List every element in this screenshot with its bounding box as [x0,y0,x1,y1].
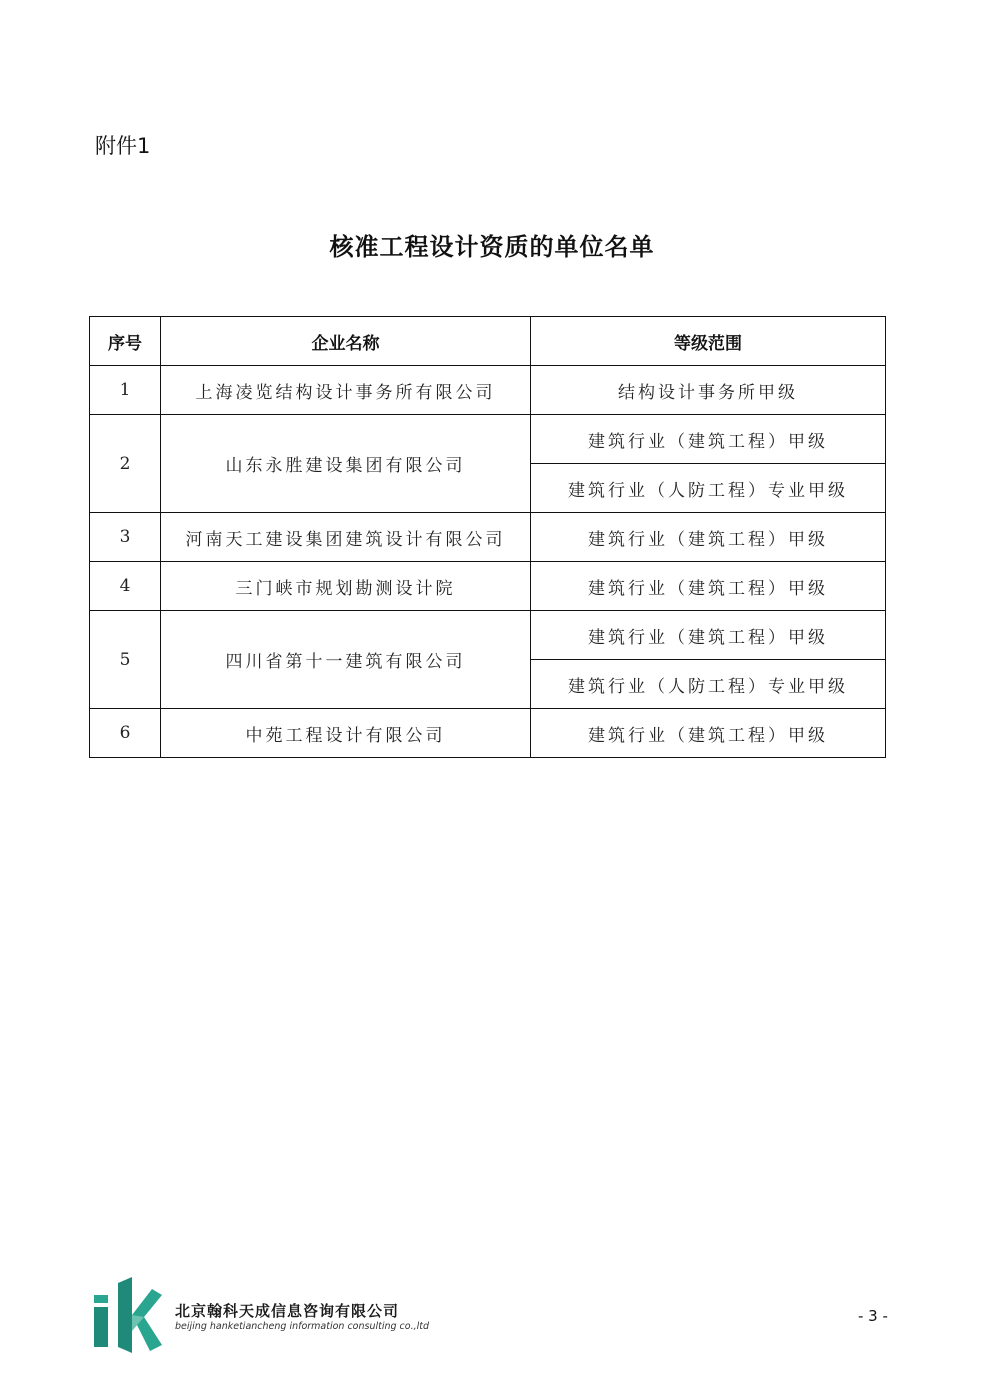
document-title: 核准工程设计资质的单位名单 [329,233,655,261]
table-row [90,709,886,758]
row-scope: 建筑行业（建筑工程）甲级 [531,611,886,660]
row-scope: 建筑行业（建筑工程）甲级 [531,709,886,758]
row-no: 1 [90,366,161,415]
row-scope: 建筑行业（建筑工程）甲级 [531,415,886,464]
row-company: 中苑工程设计有限公司 [161,709,531,758]
row-no: 5 [90,611,161,709]
table-row [90,562,886,611]
table-header-row [90,317,886,366]
row-company: 河南天工建设集团建筑设计有限公司 [161,513,531,562]
row-scope: 建筑行业（人防工程）专业甲级 [531,464,886,513]
footer-company-cn: 北京翰科天成信息咨询有限公司 [175,1302,400,1320]
row-no: 4 [90,562,161,611]
table-row [90,513,886,562]
row-company: 四川省第十一建筑有限公司 [161,611,531,709]
row-company: 三门峡市规划勘测设计院 [161,562,531,611]
hk-logo-icon [92,1275,164,1355]
header-no: 序号 [90,317,161,366]
row-no: 6 [90,709,161,758]
table-row [90,415,886,464]
table-row [90,366,886,415]
row-no: 3 [90,513,161,562]
row-scope: 建筑行业（人防工程）专业甲级 [531,660,886,709]
company-table [89,316,886,758]
footer-company-en: beijing hanketiancheng information consulting co.,ltd [175,1321,430,1332]
row-company: 上海凌览结构设计事务所有限公司 [161,366,531,415]
row-no: 2 [90,415,161,513]
row-scope: 建筑行业（建筑工程）甲级 [531,562,886,611]
page-number: - 3 - [858,1307,888,1325]
row-scope: 结构设计事务所甲级 [531,366,886,415]
header-scope: 等级范围 [531,317,886,366]
header-company: 企业名称 [161,317,531,366]
attachment-label: 附件1 [95,134,151,158]
row-company: 山东永胜建设集团有限公司 [161,415,531,513]
table-row [90,611,886,660]
row-scope: 建筑行业（建筑工程）甲级 [531,513,886,562]
